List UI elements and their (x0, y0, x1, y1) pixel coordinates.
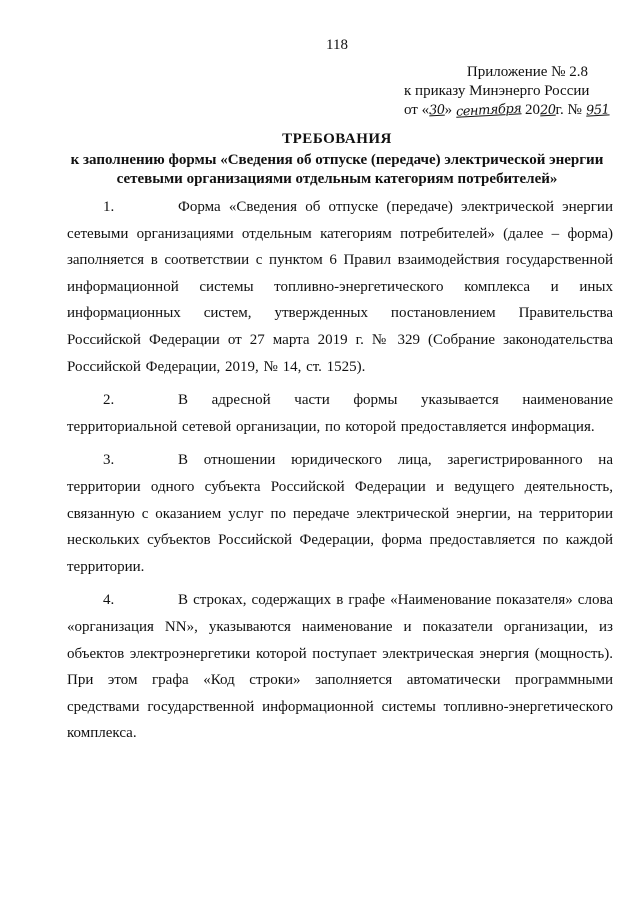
subtitle-line-1: к заполнению формы «Сведения об отпуске (передаче) электрической энергии (70, 152, 604, 168)
appendix-line-1: Приложение № 2.8 (466, 64, 588, 80)
document-subtitle (40, 151, 634, 189)
paragraph-2 (67, 387, 613, 440)
paragraph-text: В адресной части формы указывается наименование территориальной сетевой организации, по которой предоставляется информация. (67, 392, 613, 435)
paragraph-4 (67, 587, 613, 747)
appendix-line-3 (404, 101, 610, 120)
appendix-number-prefix: г. № (555, 102, 586, 118)
handwritten-year: 20 (539, 102, 556, 119)
document-title: ТРЕБОВАНИЯ (282, 131, 392, 147)
appendix-date-mid: » (444, 102, 456, 118)
subtitle-line-2: сетевыми организациями отдельным категориям потребителей» (116, 171, 558, 187)
handwritten-order-number: 951 (585, 102, 610, 119)
paragraph-number: 3. (103, 452, 115, 469)
handwritten-day: 30 (428, 102, 446, 119)
document-body (67, 194, 613, 754)
handwritten-month: сентября (455, 101, 522, 120)
appendix-date-prefix: от « (404, 102, 430, 118)
paragraph-number: 4. (103, 592, 115, 609)
paragraph-1 (67, 194, 613, 380)
paragraph-text: В строках, содержащих в графе «Наименование показателя» слова «организация NN», указываются наименование и показатели организации, из объектов электроэнергетики которой поступает электрическая энергия (мощность). При этом графа «Код строки» заполняется автоматически программными средствами государственной информационной системы топливно-энергетического комплекса. (67, 592, 613, 742)
paragraph-number: 2. (103, 392, 115, 409)
appendix-year-prefix: 20 (521, 102, 540, 118)
paragraph-text: Форма «Сведения об отпуске (передаче) электрической энергии сетевыми организациями отдельным категориям потребителей» (далее – форма) заполняется в соответствии с пунктом 6 Правил взаимодействия государственной информационной системы топливно-энергетического комплекса и иных информационных систем, утвержденных постановлением Правительства Российской Федерации от 27 марта 2019 г. № 329 (Собрание законодательства Российской Федерации, 2019, № 14, ст. 1525). (67, 199, 613, 375)
appendix-line-2: к приказу Минэнерго России (404, 83, 590, 99)
paragraph-3 (67, 447, 613, 580)
paragraph-number: 1. (103, 199, 115, 215)
appendix-header (404, 63, 610, 120)
page-number: 118 (326, 37, 348, 53)
paragraph-text: В отношении юридического лица, зарегистрированного на территории одного субъекта Российской Федерации и ведущего деятельность, связанную с оказанием услуг по передаче электрической энергии, на территории нескольких субъектов Российской Федерации, форма предоставляется по каждой территории. (67, 452, 613, 575)
